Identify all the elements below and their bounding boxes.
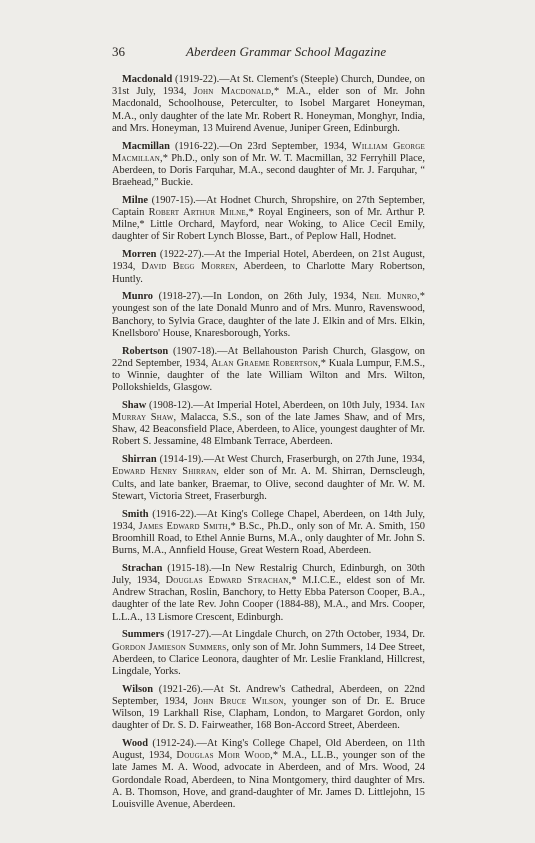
- notice-entry: [112, 563, 425, 624]
- notice-entry: [112, 738, 425, 811]
- entry-full-name: Neil Munro,: [361, 291, 420, 303]
- entry-full-name: Douglas Edward Strachan,: [165, 575, 292, 587]
- entry-text-after: * M.I.C.E., eldest son of Mr. Andrew Strachan, Roslin, Banchory, to Hetty Ebba Paterson Cooper, B.A., daughter of the late Rev. John Cooper (1884-88), M.A., and Mrs. Cooper, L.L.A., 13 Lismore Crescent, Edinburgh.: [112, 575, 425, 623]
- entry-text-after: * youngest son of the late Donald Munro and of Mrs. Munro, Ravenswood, Banchory, to Sylvia Grace, daughter of the late J. Elkin and of Mrs. Elkin, Knellsboro' House, Knaresborough, Yorks.: [112, 291, 425, 339]
- entry-text-before: (1912-24).—At King's College Chapel, Old Aberdeen, on 11th August, 1934,: [112, 737, 425, 762]
- entry-surname: Strachan: [122, 562, 163, 574]
- entry-text-after: elder son of Mr. A. M. Shirran, Dernscleugh, Cults, and late banker, Braemar, to Olive, second daughter of Mr. W. M. Stewart, Victoria Street, Fraserburgh.: [112, 466, 425, 502]
- notice-entry: [112, 74, 425, 135]
- entry-text-after: younger son of Dr. E. Bruce Wilson, 19 Larkhall Rise, Clapham, London, to Margaret Gordon, only daughter of Dr. S. D. Fairweather, 168 Bon-Accord Street, Aberdeen.: [112, 695, 425, 732]
- entry-text-before: (1919-22).—At St. Clement's (Steeple) Church, Dundee, on 31st July, 1934,: [112, 74, 425, 98]
- notice-entry: [112, 346, 425, 395]
- entry-full-name: John Macdonald,: [193, 86, 274, 98]
- entry-surname: Macdonald: [122, 74, 173, 85]
- entry-text-before: (1915-18).—In New Restalrig Church, Edinburgh, on 30th July, 1934,: [112, 562, 425, 587]
- entry-surname: Wood: [122, 737, 148, 749]
- entry-text-before: (1916-22).—On 23rd September, 1934,: [169, 140, 352, 152]
- entry-text-before: (1922-27).—At the Imperial Hotel, Aberdeen, on 21st August, 1934,: [112, 249, 425, 273]
- notice-entry: [112, 454, 425, 503]
- notice-entry: [112, 684, 425, 733]
- notice-entry: [112, 141, 425, 190]
- entry-full-name: Ian Murray Shaw,: [112, 399, 425, 424]
- entry-surname: Morren: [122, 249, 157, 261]
- entry-text-before: (1916-22).—At King's College Chapel, Aberdeen, on 14th July, 1934,: [112, 508, 425, 532]
- entry-full-name: James Edward Smith,: [138, 520, 231, 532]
- entry-full-name: David Begg Morren,: [141, 261, 238, 273]
- entry-text-after: Malacca, S.S., son of the late James Shaw, and of Mrs, Shaw, 42 Beaconsfield Place, Aberdeen, to Alice, youngest daughter of Mr. Robert S. Jessamine, 48 Elmbank Terrace, Aberdeen.: [112, 412, 425, 448]
- entry-full-name: Alan Graeme Robertson,: [210, 357, 321, 369]
- entry-text-after: * B.Sc., Ph.D., only son of Mr. A. Smith, 150 Broomhill Road, to Ethel Annie Burns, M.A., only daughter of Mr. John S. Burns, M.A., Annfield House, Great Western Road, Aberdeen.: [112, 520, 426, 557]
- page-header: [112, 44, 423, 60]
- notice-entry: [112, 195, 425, 244]
- running-title: Aberdeen Grammar School Magazine: [186, 44, 387, 59]
- notice-entry: [112, 249, 425, 286]
- entry-full-name: Douglas Moir Wood,: [176, 750, 273, 762]
- entry-text-after: * Kuala Lumpur, F.M.S., to Winnie, daughter of the late William Wilton and Mrs. Wilton, Pollokshields, Glasgow.: [112, 357, 425, 394]
- entry-full-name: Gordon Jamieson Summers,: [112, 641, 230, 653]
- entry-text-before: (1907-15).—At Hodnet Church, Shropshire, on 27th September, Captain: [112, 194, 425, 219]
- entry-surname: Macmillan: [122, 140, 170, 152]
- entry-surname: Shaw: [122, 399, 147, 411]
- entry-full-name: William George Macmillan,: [112, 140, 425, 164]
- entry-text-after: * Royal Engineers, son of Mr. Arthur P. Milne,* Little Orchard, Mayford, near Woking, to Alice Cecil Emily, daughter of Sir Robert Lynch Blosse, Bart., of Peplow Hall, Hodnet.: [112, 207, 425, 243]
- entry-text-after: * Ph.D., only son of Mr. W. T. Macmillan, 32 Ferryhill Place, Aberdeen, to Doris Farquhar, M.A., second daughter of Mr. J. Farquhar, “ Braehead,” Buckie.: [112, 152, 425, 189]
- notice-entry: [112, 291, 425, 340]
- entry-text-after: * M.A., elder son of Mr. John Macdonald, Schoolhouse, Peterculter, to Isobel Margaret Honeyman, M.A., only daughter of the late Mr. Robert R. Honeyman, Monghyr, India, and Mrs. Honeyman, 13 Muirend Avenue, Juniper Green, Edinburgh.: [112, 86, 425, 134]
- entry-surname: Munro: [122, 291, 153, 303]
- entry-text-before: (1918-27).—In London, on 26th July, 1934,: [152, 291, 362, 303]
- entry-surname: Summers: [122, 629, 165, 641]
- entry-text-before: (1907-18).—At Bellahouston Parish Church, Glasgow, on 22nd September, 1934,: [112, 345, 425, 369]
- entry-text-after: * M.A., LL.B., younger son of the late James M. A. Wood, advocate in Aberdeen, and of Mrs. Wood, 24 Gordondale Road, Aberdeen, to Nina Montgomery, third daughter of Mrs. A. B. Thomson, Hove, and grand-daughter of Mr. James D. Littlejohn, 15 Louisville Avenue, Aberdeen.: [112, 750, 425, 810]
- entry-text-after: only son of Mr. John Summers, 14 Dee Street, Aberdeen, to Clarice Leonora, daughter of Mr. Leslie Frankland, Hillcrest, Lingdale, Yorks.: [112, 641, 425, 677]
- entry-text-before: (1914-19).—At West Church, Fraserburgh, on 27th June, 1934,: [156, 454, 425, 466]
- entry-surname: Milne: [122, 194, 148, 206]
- notice-entry: [112, 629, 425, 678]
- page-number: 36: [112, 44, 125, 59]
- entry-full-name: Edward Henry Shirran,: [112, 466, 220, 478]
- entry-full-name: John Bruce Wilson,: [193, 695, 287, 707]
- notice-entry: [112, 509, 425, 558]
- entry-surname: Robertson: [122, 345, 169, 357]
- entry-text-before: (1908-12).—At Imperial Hotel, Aberdeen, on 10th July, 1934.: [146, 399, 411, 411]
- entry-full-name: Robert Arthur Milne,: [148, 207, 249, 219]
- entry-surname: Wilson: [122, 683, 153, 695]
- entry-text-before: (1921-26).—At St. Andrew's Cathedral, Aberdeen, on 22nd September, 1934,: [112, 683, 425, 707]
- entry-text-after: Aberdeen, to Charlotte Mary Robertson, Huntly.: [112, 261, 425, 285]
- notice-entry: [112, 400, 425, 449]
- entry-text-before: (1917-27).—At Lingdale Church, on 27th October, 1934, Dr.: [164, 629, 425, 641]
- entry-surname: Smith: [122, 508, 149, 520]
- entry-surname: Shirran: [122, 454, 157, 466]
- marriage-notices: [112, 74, 425, 817]
